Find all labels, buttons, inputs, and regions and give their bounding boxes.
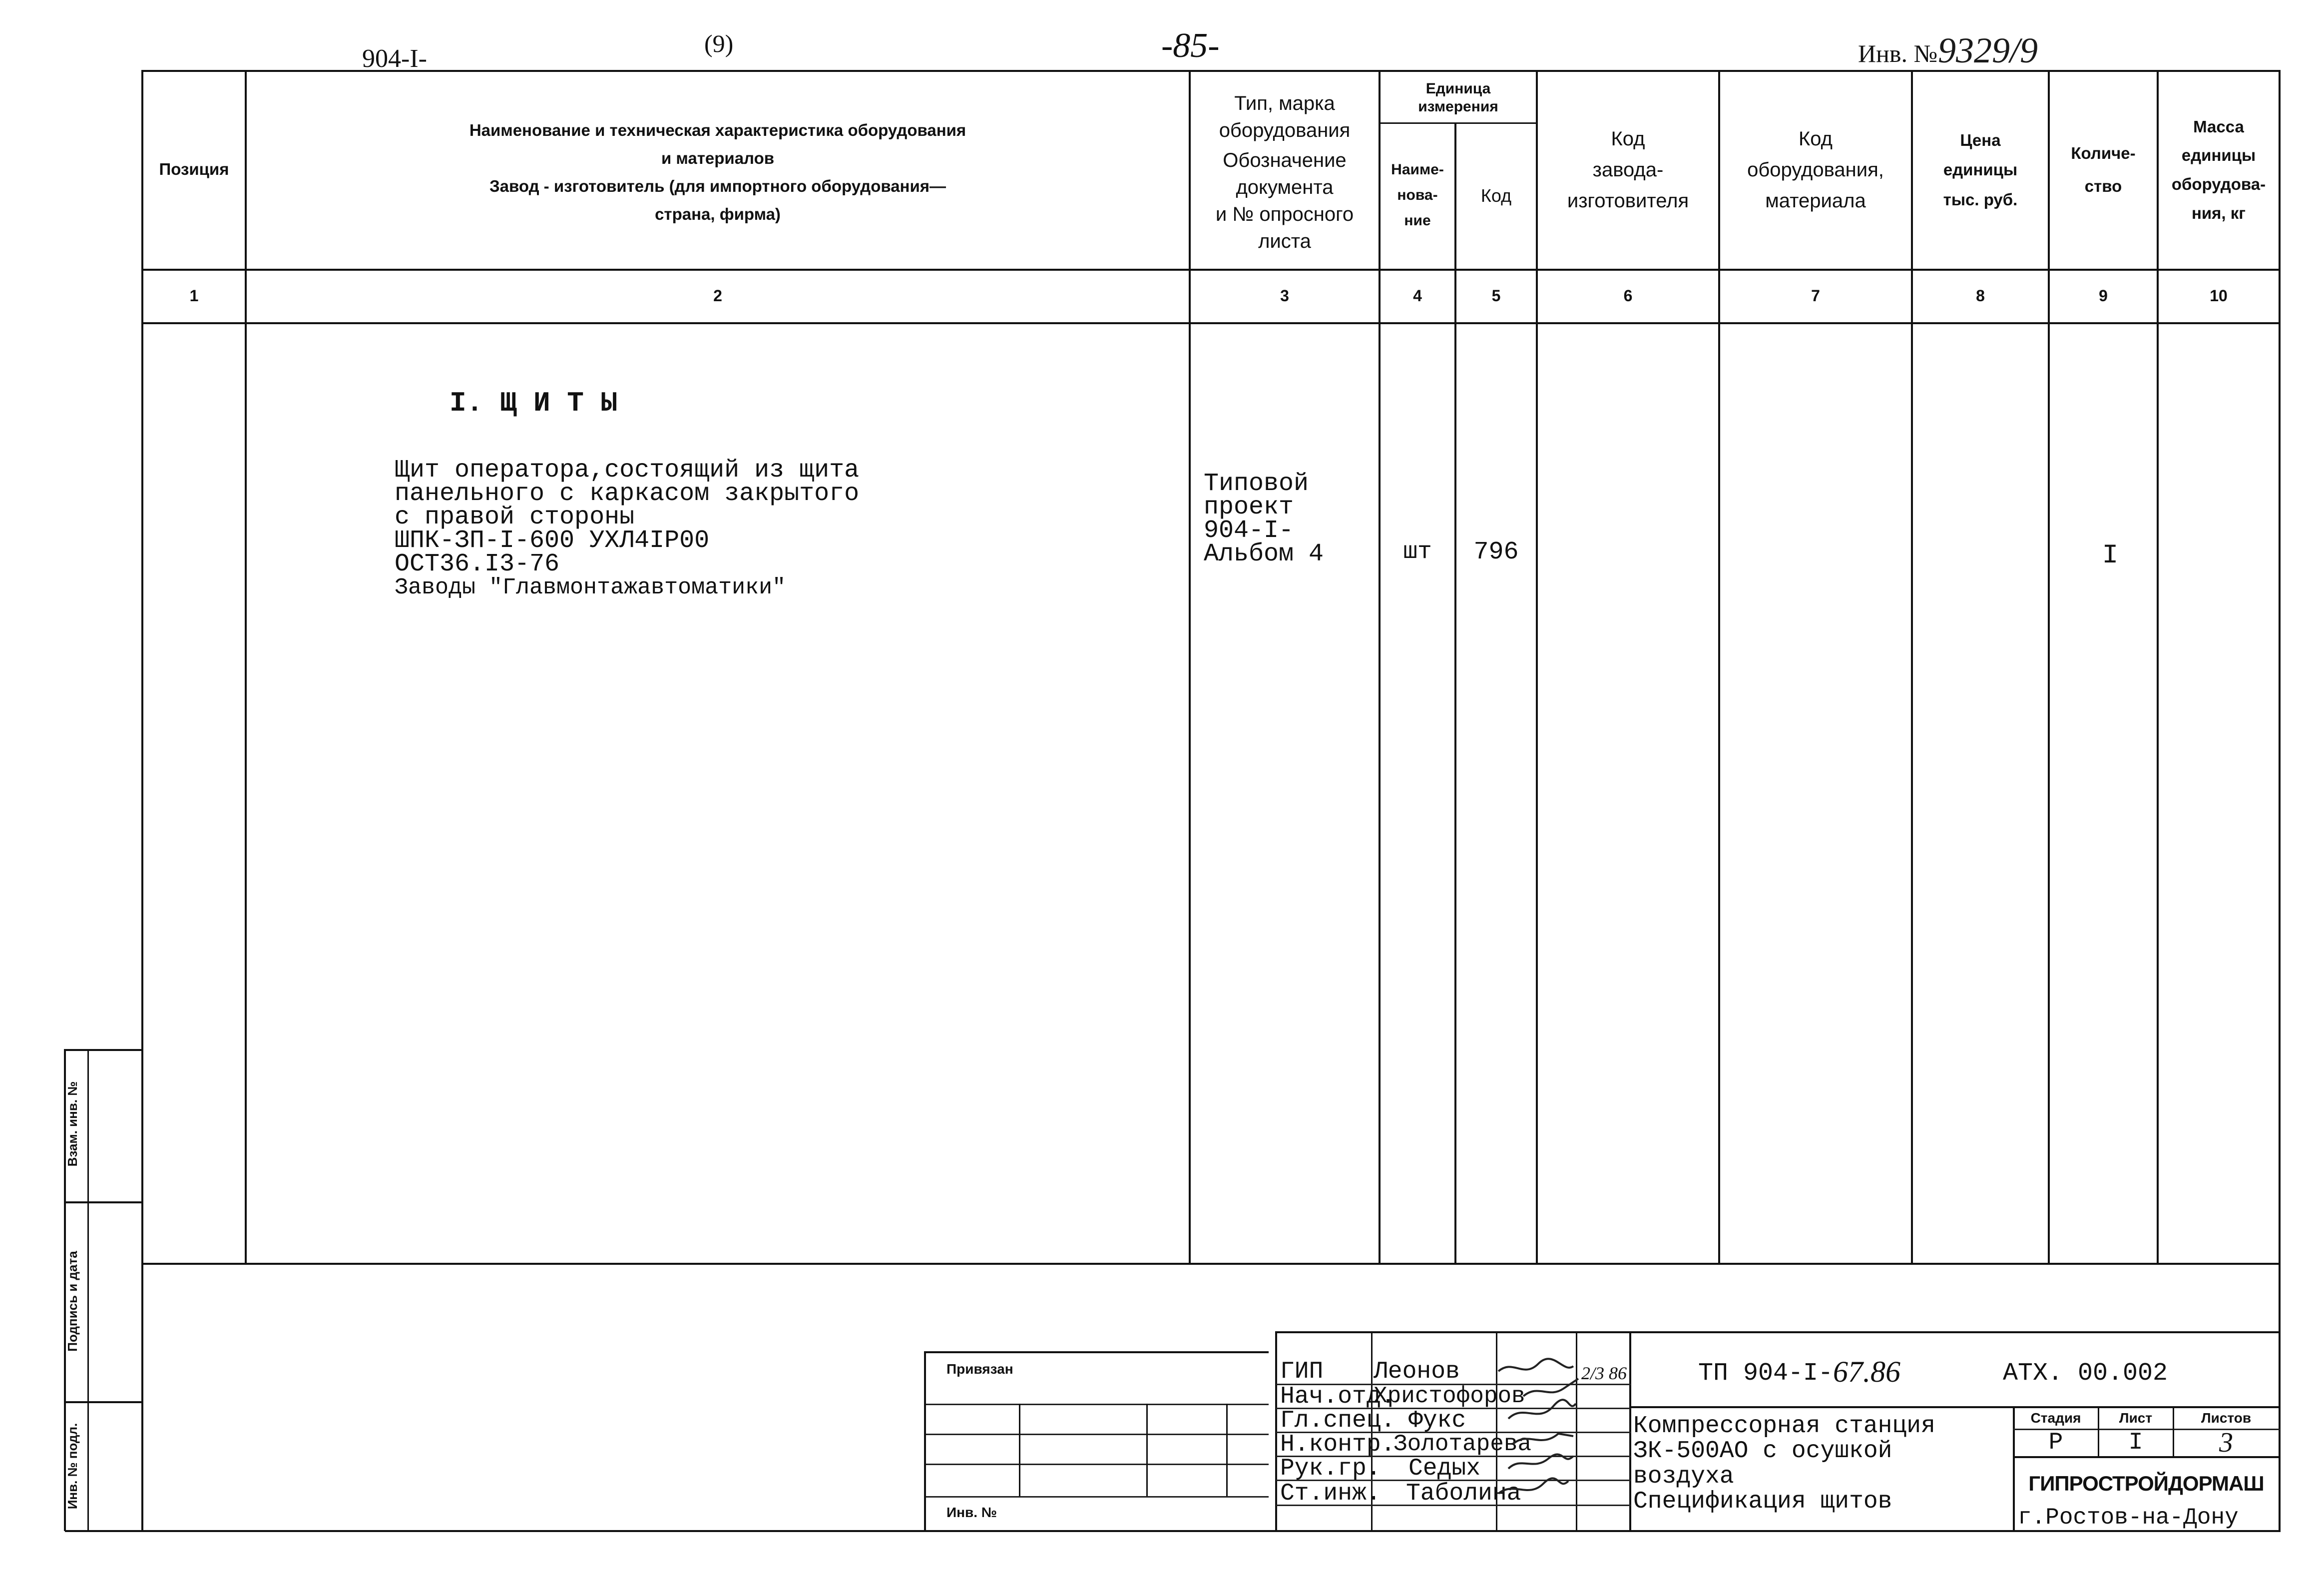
staff-role: Гл.спец.: [1280, 1407, 1395, 1434]
stage-value: Р: [2048, 1429, 2063, 1456]
attach-row-4: [924, 1496, 1269, 1498]
header-unit-group: Единица измерения: [1418, 80, 1498, 115]
staff-role: Ст.инж.: [1280, 1480, 1381, 1507]
page-number: -85-: [1161, 26, 1220, 65]
header-unit-name: Наиме- нова- ние: [1391, 161, 1444, 229]
staff-role: Н.контр.: [1280, 1431, 1395, 1458]
side-stamp-top: [64, 1049, 143, 1051]
signatures-graphic: [1493, 1349, 1623, 1519]
attach-row-1: [924, 1404, 1269, 1405]
staff-name: Фукс: [1408, 1407, 1466, 1434]
header-type: Тип, марка оборудования Обозначение документа и № опросного листа: [1215, 92, 1354, 252]
description-line: Компрессорная станция: [1633, 1413, 1935, 1440]
colnum-1: 1: [189, 286, 199, 305]
colnum-7: 7: [1811, 286, 1820, 305]
item-unit-code: 796: [1473, 537, 1519, 566]
col-sep-6: [1718, 70, 1720, 1264]
unit-group-line: [1380, 122, 1536, 124]
side-stamp-mid: [87, 1049, 89, 1531]
attach-top: [924, 1351, 1269, 1353]
col-sep-3: [1379, 70, 1381, 1264]
frame-bottom: [65, 1530, 2281, 1532]
colnum-6: 6: [1623, 286, 1633, 305]
description-line: воздуха: [1633, 1463, 1734, 1490]
doc-line: 904-I-: [1204, 517, 1294, 545]
col-sep-7: [1911, 70, 1913, 1264]
header-mass: Масса единицы оборудова- ния, кг: [2171, 117, 2266, 222]
drawing-description: [1633, 1414, 1935, 1515]
colnum-8: 8: [1976, 286, 1985, 305]
section-title: I. Щ И Т Ы: [450, 387, 618, 419]
description-line: ЗК-500АО с осушкой: [1633, 1438, 1892, 1465]
organization-city: г.Ростов-на-Дону: [2018, 1505, 2239, 1531]
colnum-9: 9: [2099, 286, 2108, 305]
item-line: с правой стороны: [395, 503, 635, 531]
frame-top: [142, 70, 2280, 72]
stage-label: Стадия: [2030, 1410, 2081, 1426]
staff-role: ГИП: [1280, 1358, 1324, 1385]
doc-line: проект: [1204, 493, 1294, 522]
description-line: Спецификация щитов: [1633, 1488, 1892, 1516]
item-line: ОСТ36.I3-76: [395, 550, 560, 578]
attach-row-2: [924, 1434, 1269, 1435]
colnum-10: 10: [2210, 286, 2228, 305]
attach-col-1: [1019, 1404, 1020, 1496]
attach-row-3: [924, 1464, 1269, 1465]
project-code-number: 67.86: [1833, 1355, 1900, 1388]
colnum-5: 5: [1491, 286, 1501, 305]
colnum-3: 3: [1280, 286, 1289, 305]
document-code: АТХ. 00.002: [2003, 1359, 2168, 1388]
staff-name: Таболина: [1406, 1480, 1521, 1507]
inventory-number: 9329/9: [1938, 30, 2038, 70]
staff-role: Рук.гр.: [1280, 1455, 1381, 1482]
inventory-label: Инв. №: [1858, 39, 1938, 67]
side-stamp-sep-1: [64, 1201, 143, 1203]
series-label: 904-I-: [362, 44, 427, 73]
attach-inv-label: Инв. №: [946, 1505, 997, 1520]
header-factory-code: Код завода- изготовителя: [1567, 128, 1689, 212]
attach-col-2: [1146, 1404, 1148, 1496]
project-code-prefix: ТП 904-I-: [1698, 1359, 1834, 1388]
doc-line: Альбом 4: [1204, 540, 1324, 568]
stamp-col-date: [1629, 1331, 1631, 1531]
item-description: [395, 456, 860, 600]
header-equipment-code: Код оборудования, материала: [1747, 128, 1884, 212]
frame-right: [2279, 70, 2281, 1531]
colnum-bottom-line: [142, 322, 2280, 324]
body-bottom-line: [142, 1263, 2280, 1265]
stamp-signature-date: Подпись и дата: [65, 1251, 80, 1352]
staff-date: 2/3 86: [1581, 1363, 1627, 1383]
header-price: Цена единицы тыс. руб.: [1943, 130, 2018, 209]
item-line: панельного с каркасом закрытого: [395, 480, 860, 508]
doc-line: Типовой: [1204, 470, 1309, 498]
colnum-4: 4: [1413, 286, 1422, 305]
stamp-replacement-inv: Взам. инв. №: [65, 1081, 80, 1167]
header-name: Наименование и техническая характеристика оборудования и материалов Завод - изготовитель (для импортного оборудования— страна, фирма): [469, 120, 966, 224]
sheets-label: Листов: [2201, 1410, 2252, 1426]
staff-name: Христофоров: [1374, 1383, 1525, 1409]
attach-left: [924, 1351, 926, 1531]
stamp-left: [1275, 1331, 1277, 1531]
col-sep-5: [1536, 70, 1538, 1264]
staff-name: Седых: [1408, 1455, 1481, 1482]
item-unit-name: шт: [1403, 538, 1432, 565]
sheet-mark: (9): [704, 29, 734, 57]
organization-name: ГИПРОСТРОЙДОРМАШ: [2028, 1472, 2264, 1495]
header-position: Позиция: [159, 159, 229, 178]
stamp-original-inv: Инв. № подл.: [65, 1423, 80, 1510]
header-unit-code: Код: [1480, 185, 1512, 206]
attach-col-3: [1226, 1404, 1228, 1496]
sheets-value: 3: [2219, 1427, 2233, 1458]
staff-role: Нач.отд.: [1280, 1383, 1395, 1410]
item-line: Щит оператора,состоящий из щита: [395, 456, 860, 485]
attached-label: Привязан: [946, 1361, 1013, 1377]
item-line: ШПК-ЗП-I-600 УХЛ4IР00: [395, 527, 710, 555]
col-sep-9: [2157, 70, 2159, 1264]
item-document: [1204, 472, 1324, 566]
item-line: Заводы "Главмонтажавтоматики": [395, 575, 786, 600]
staff-name: Леонов: [1374, 1358, 1460, 1385]
item-quantity: I: [2102, 540, 2119, 571]
sheet-value: I: [2128, 1429, 2143, 1456]
staff-name: Золотарева: [1394, 1431, 1532, 1457]
sheet-label: Лист: [2119, 1410, 2153, 1426]
col-sep-8: [2048, 70, 2050, 1264]
colnum-2: 2: [713, 286, 722, 305]
stamp-top: [1276, 1331, 2280, 1333]
stage-values-line: [2013, 1456, 2280, 1458]
header-quantity: Количе- ство: [2071, 144, 2136, 195]
